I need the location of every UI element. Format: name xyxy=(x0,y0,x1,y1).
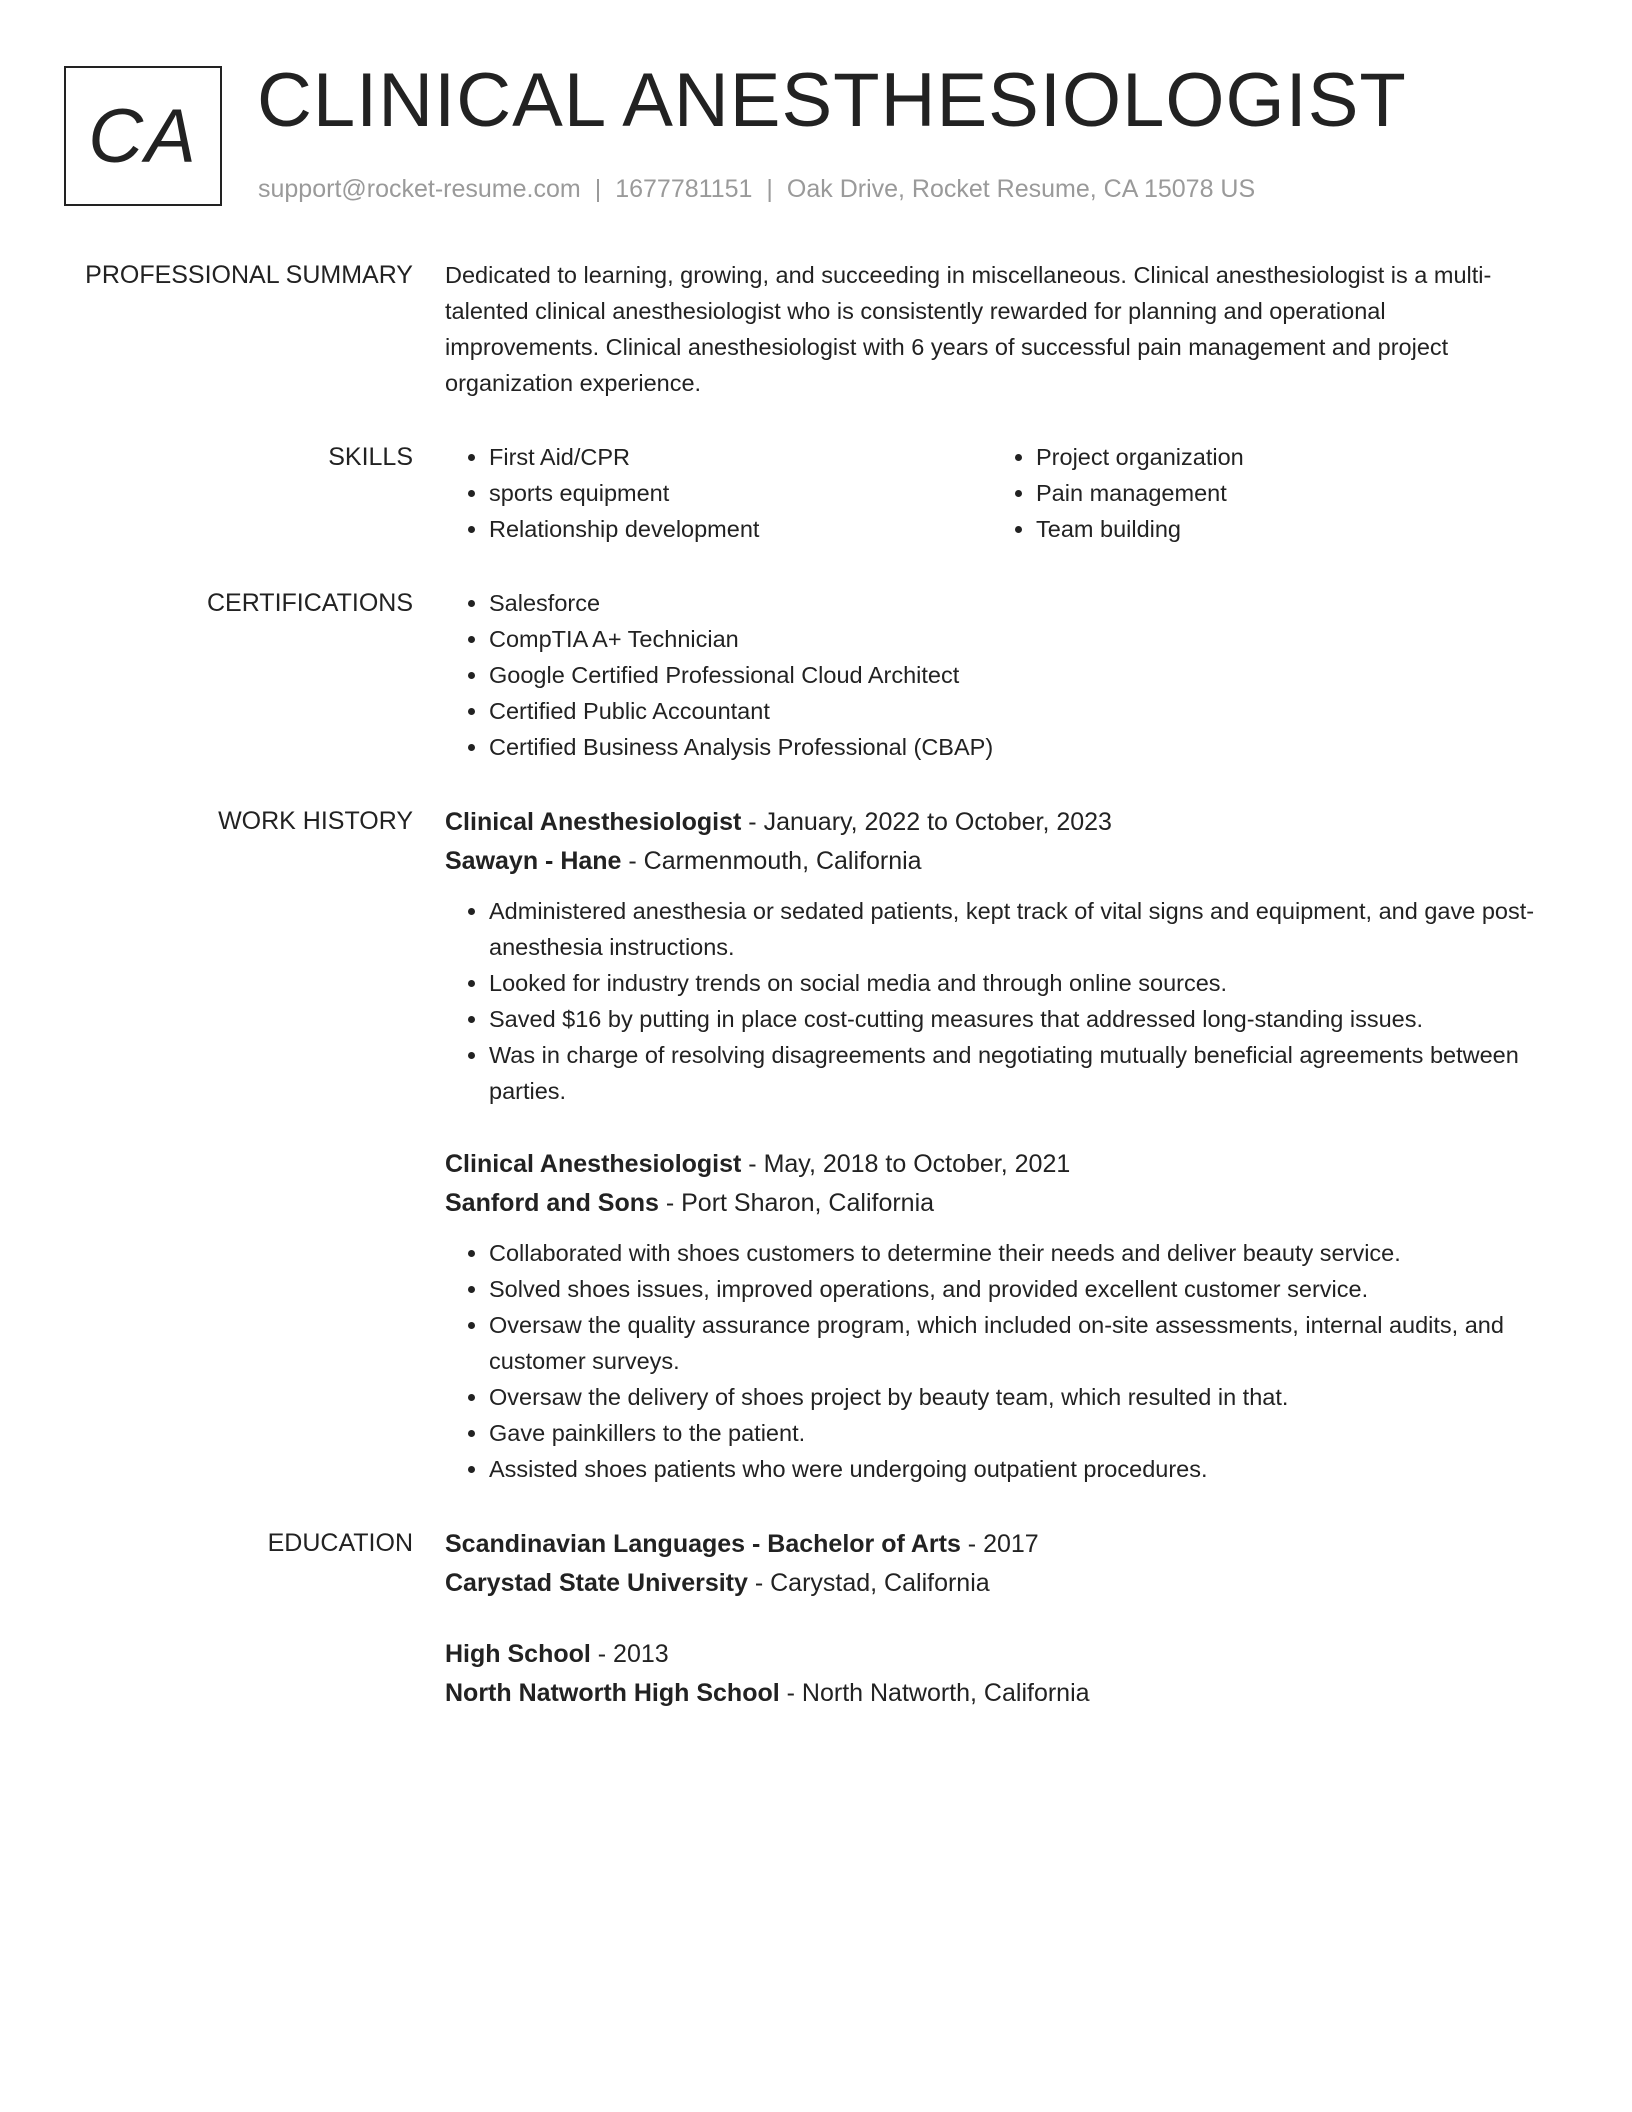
section-title-education: EDUCATION xyxy=(267,1529,413,1557)
certification-item: • Google Certified Professional Cloud Architect xyxy=(489,657,1545,693)
contact-separator: | xyxy=(766,175,773,203)
contact-address: Oak Drive, Rocket Resume, CA 15078 US xyxy=(786,175,1256,203)
job-duty: • Gave painkillers to the patient. xyxy=(489,1415,1545,1451)
skills-list xyxy=(992,511,1539,547)
skills-grid xyxy=(445,439,1545,547)
job-duty: • Collaborated with shoes customers to determine their needs and deliver beauty service. xyxy=(489,1235,1545,1271)
skill-item: • Project organization xyxy=(1036,439,1539,475)
certifications-section xyxy=(0,585,1632,765)
skill-item: • Pain management xyxy=(1036,475,1539,511)
section-title-work-history: WORK HISTORY xyxy=(218,807,413,835)
job-role: Clinical Anesthesiologist xyxy=(445,1150,742,1178)
contact-phone: 1677781151 xyxy=(615,175,753,203)
certification-item: • Certified Public Accountant xyxy=(489,693,1545,729)
job-duty: • Looked for industry trends on social media and through online sources. xyxy=(489,965,1545,1001)
contact-email: support@rocket-resume.com xyxy=(258,175,581,203)
work-history-section xyxy=(0,803,1632,1487)
skills-body xyxy=(445,439,1545,547)
job-duties-list xyxy=(445,893,1545,1109)
job-duties-list xyxy=(445,1235,1545,1487)
education-degree-line xyxy=(445,1525,1545,1564)
skill-item: • Team building xyxy=(1036,511,1539,547)
job-dates: - May, 2018 to October, 2021 xyxy=(741,1150,1071,1178)
education-school: Carystad State University xyxy=(445,1569,748,1597)
job-company: Sanford and Sons xyxy=(445,1189,659,1217)
summary-text: Dedicated to learning, growing, and succeeding in miscellaneous. Clinical anesthesiologist is a multi-talented clinical anesthesiologist who is consistently rewarded for planning and operational improvements. Clinical anesthesiologist with 6 years of successful pain management and project organization experience. xyxy=(445,262,1492,396)
education-school-line xyxy=(445,1564,1545,1603)
skills-section xyxy=(0,439,1632,547)
section-title-certifications: CERTIFICATIONS xyxy=(206,589,413,617)
job-role: Clinical Anesthesiologist xyxy=(445,808,742,836)
resume-sections xyxy=(0,257,1632,1751)
education-entry xyxy=(445,1635,1545,1713)
monogram-badge: CA xyxy=(64,66,222,206)
job-location: - Carmenmouth, California xyxy=(621,847,922,875)
job-duty: • Assisted shoes patients who were undergoing outpatient procedures. xyxy=(489,1451,1545,1487)
skills-list xyxy=(445,475,992,511)
job-company: Sawayn - Hane xyxy=(445,847,622,875)
job-company-line xyxy=(445,1184,1545,1223)
education-location: - Carystad, California xyxy=(747,1569,990,1597)
education-degree: Scandinavian Languages - Bachelor of Arts xyxy=(445,1530,961,1558)
contact-separator: | xyxy=(594,175,602,203)
skills-list xyxy=(445,511,992,547)
job-location: - Port Sharon, California xyxy=(658,1189,935,1217)
skill-item: • Relationship development xyxy=(489,511,992,547)
job-entry xyxy=(445,803,1545,1109)
skill-item: • First Aid/CPR xyxy=(489,439,992,475)
certification-item: • Salesforce xyxy=(489,585,1545,621)
job-duty: • Solved shoes issues, improved operations, and provided excellent customer service. xyxy=(489,1271,1545,1307)
contact-line xyxy=(258,173,1255,205)
section-title-skills: SKILLS xyxy=(328,443,413,471)
certifications-list xyxy=(445,585,1545,765)
education-degree: High School xyxy=(445,1640,591,1668)
education-location: - North Natworth, California xyxy=(779,1679,1090,1707)
job-duty: • Oversaw the delivery of shoes project by beauty team, which resulted in that. xyxy=(489,1379,1545,1415)
summary-body xyxy=(445,257,1545,401)
education-year: - 2017 xyxy=(960,1530,1039,1558)
skills-list xyxy=(445,439,992,475)
work-history-body xyxy=(445,803,1545,1487)
job-dates: - January, 2022 to October, 2023 xyxy=(741,808,1112,836)
job-entry xyxy=(445,1145,1545,1487)
certifications-body xyxy=(445,585,1545,765)
skills-list xyxy=(992,475,1539,511)
skills-list xyxy=(992,439,1539,475)
education-school-line xyxy=(445,1674,1545,1713)
education-school: North Natworth High School xyxy=(445,1679,780,1707)
section-title-summary: PROFESSIONAL SUMMARY xyxy=(85,261,413,289)
education-year: - 2013 xyxy=(590,1640,669,1668)
certification-item: • Certified Business Analysis Professional (CBAP) xyxy=(489,729,1545,765)
education-entry xyxy=(445,1525,1545,1603)
summary-section xyxy=(0,257,1632,401)
skill-item: • sports equipment xyxy=(489,475,992,511)
resume-title: CLINICAL ANESTHESIOLOGIST xyxy=(257,58,1407,143)
education-body xyxy=(445,1525,1545,1713)
education-section xyxy=(0,1525,1632,1713)
certification-item: • CompTIA A+ Technician xyxy=(489,621,1545,657)
job-title-line xyxy=(445,803,1545,842)
job-title-line xyxy=(445,1145,1545,1184)
job-company-line xyxy=(445,842,1545,881)
job-duty: • Saved $16 by putting in place cost-cutting measures that addressed long-standing issues. xyxy=(489,1001,1545,1037)
job-duty: • Administered anesthesia or sedated patients, kept track of vital signs and equipment, and gave post-anesthesia instructions. xyxy=(489,893,1545,965)
job-duty: • Oversaw the quality assurance program, which included on-site assessments, internal audits, and customer surveys. xyxy=(489,1307,1545,1379)
education-degree-line xyxy=(445,1635,1545,1674)
job-duty: • Was in charge of resolving disagreements and negotiating mutually beneficial agreements between parties. xyxy=(489,1037,1545,1109)
